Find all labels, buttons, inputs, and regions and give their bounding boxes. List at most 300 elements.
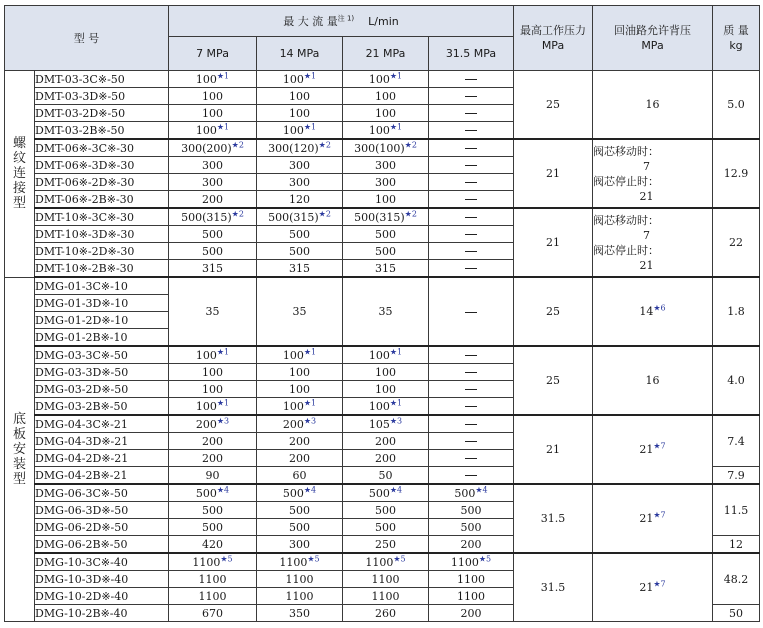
flow-cell [429,346,514,364]
flow-cell [343,502,429,519]
model-cell: DMT-06※-2D※-30 [35,174,169,191]
flow-cell [257,260,343,278]
flow-value: 35 [205,305,220,318]
flow-value: 500 [289,503,310,517]
dash-mark [465,199,477,200]
flow-value: 250 [375,537,396,551]
flow-cell [257,571,343,588]
model-cell: DMG-06-2D※-50 [35,519,169,536]
max-pressure-cell: 21 [514,208,593,277]
header-max-pressure-label: 最高工作压力 [520,24,586,37]
model-cell: DMG-06-3D※-50 [35,502,169,519]
footnote-star: ★4 [475,484,488,494]
table-row [5,208,760,226]
model-cell: DMG-03-2B※-50 [35,398,169,416]
flow-value: 200 [289,451,310,465]
dash-mark [465,148,477,149]
flow-cell [429,226,514,243]
flow-value: 60 [292,468,307,482]
dash-mark [465,217,477,218]
flow-value: 500 [202,227,223,241]
flow-value: 1100 [279,555,308,569]
header-pressure-31-5: 31.5 MPa [429,37,514,71]
mass-cell: 12 [713,536,760,554]
footnote-star: ★7 [653,510,666,520]
dash-mark [465,79,477,80]
back-pressure-cell [593,277,713,346]
flow-cell [429,536,514,554]
flow-value: 200 [460,606,482,620]
flow-value: 500(315) [268,210,319,224]
flow-cell [169,243,257,260]
back-pressure-stopped-label: 阀芯停止时： [593,174,659,188]
flow-cell [257,467,343,485]
flow-value: 1100 [450,555,479,569]
back-pressure-stopped-value: 21 [639,258,654,272]
footnote-star: ★2 [404,208,417,218]
flow-cell [429,450,514,467]
flow-cell [169,105,257,122]
model-cell: DMT-10※-3C※-30 [35,208,169,226]
flow-value: 200 [202,434,223,448]
flow-cell [257,226,343,243]
flow-value: 100 [375,106,396,120]
flow-value: 100 [375,382,396,396]
flow-value: 200 [202,451,223,465]
flow-cell [169,433,257,450]
flow-value: 300 [202,158,223,172]
flow-cell [429,381,514,398]
header-back-pressure-label: 回油路允许背压 [614,24,691,37]
flow-value: 500 [460,520,482,534]
back-pressure-cell [593,139,713,208]
flow-value: 100 [368,123,390,137]
category-char: 板 [12,426,26,442]
max-pressure-cell: 21 [514,415,593,484]
table-row [5,71,760,88]
flow-cell [257,346,343,364]
flow-cell [343,519,429,536]
flow-cell [169,208,257,226]
flow-cell [169,71,257,88]
flow-cell [169,398,257,416]
flow-value: 500 [282,486,304,500]
back-pressure-stopped-label: 阀芯停止时： [593,243,659,257]
flow-cell [257,277,343,346]
category-char: 接 [12,181,26,197]
flow-value: 500(315) [181,210,232,224]
model-cell: DMT-10※-2D※-30 [35,243,169,260]
flow-value: 500 [375,520,396,534]
flow-cell [257,519,343,536]
footnote-star: ★1 [303,121,317,131]
flow-cell [343,243,429,260]
flow-value: 350 [289,606,310,620]
header-max-pressure [514,6,593,71]
footnote-star: ★2 [318,139,331,149]
flow-cell [343,139,429,157]
flow-value: 35 [378,305,393,318]
flow-value: 200 [195,417,217,431]
flow-value: 100 [195,399,217,413]
flow-value: 300 [202,175,223,189]
flow-cell [169,122,257,140]
flow-cell [257,243,343,260]
flow-cell [169,519,257,536]
flow-value: 100 [289,106,310,120]
back-pressure-moving-label: 阀芯移动时： [593,144,659,158]
model-cell: DMG-06-3C※-50 [35,484,169,502]
flow-cell [429,208,514,226]
model-cell: DMT-06※-2B※-30 [35,191,169,209]
model-cell: DMG-04-2B※-21 [35,467,169,485]
flow-cell [343,433,429,450]
flow-cell [429,605,514,622]
flow-value: 500 [195,486,217,500]
model-cell: DMT-03-2D※-50 [35,105,169,122]
flow-value: 100 [289,89,310,103]
mass-cell: 7.9 [713,467,760,485]
flow-cell [169,571,257,588]
header-mass [713,6,760,71]
flow-value: 500 [454,486,476,500]
flow-cell [257,157,343,174]
flow-value: 100 [282,72,304,86]
back-pressure-stopped-value: 21 [639,189,654,203]
mass-cell: 1.8 [713,277,760,346]
footnote-star: ★5 [478,553,492,563]
flow-value: 100 [282,399,304,413]
flow-value: 100 [289,365,310,379]
model-cell: DMG-03-3C※-50 [35,346,169,364]
footnote-star: ★5 [393,553,406,563]
back-pressure-cell [593,484,713,553]
back-pressure-cell [593,553,713,622]
back-pressure-value: 21 [639,512,654,525]
header-model: 型 号 [5,6,169,71]
max-pressure-cell: 31.5 [514,484,593,553]
flow-cell [257,364,343,381]
flow-value: 500 [375,503,396,517]
model-cell: DMT-03-3C※-50 [35,71,169,88]
dash-mark [465,234,477,235]
dash-mark [465,441,477,442]
mass-cell: 7.4 [713,415,760,467]
model-cell: DMG-03-2D※-50 [35,381,169,398]
flow-cell [257,208,343,226]
footnote-star: ★2 [404,139,417,149]
flow-cell [257,122,343,140]
footnote-star: ★2 [231,208,244,218]
flow-value: 315 [289,261,310,275]
flow-cell [169,553,257,571]
category-label-threaded [5,71,35,278]
flow-value: 100 [375,89,396,103]
model-cell: DMG-04-3C※-21 [35,415,169,433]
flow-value: 260 [375,606,396,620]
flow-cell [169,157,257,174]
dash-mark [465,458,477,459]
model-cell: DMT-03-2B※-50 [35,122,169,140]
back-pressure-cell [593,415,713,484]
mass-cell: 12.9 [713,139,760,208]
footnote-star: ★3 [216,415,230,425]
mass-cell: 48.2 [713,553,760,605]
model-cell: DMG-01-3C※-10 [35,277,169,295]
footnote-star: ★1 [303,70,317,80]
footnote-star: ★4 [303,484,317,494]
flow-cell [257,588,343,605]
flow-cell [169,346,257,364]
back-pressure-moving-value: 7 [643,159,650,173]
flow-cell [343,122,429,140]
dash-mark [465,130,477,131]
model-cell: DMT-03-3D※-50 [35,88,169,105]
flow-cell [169,381,257,398]
model-cell: DMG-10-2B※-40 [35,605,169,622]
category-char: 连 [12,166,26,182]
max-pressure-cell: 25 [514,277,593,346]
flow-value: 500 [460,503,482,517]
flow-cell [429,364,514,381]
flow-value: 500 [289,520,310,534]
flow-cell [257,191,343,209]
flow-value: 500 [202,520,223,534]
flow-cell [343,157,429,174]
flow-value: 300 [289,158,310,172]
flow-value: 90 [205,468,220,482]
dash-mark [465,165,477,166]
flow-cell [429,88,514,105]
flow-cell [429,484,514,502]
category-char: 安 [12,441,26,457]
flow-value: 1100 [198,572,227,586]
flow-cell [343,381,429,398]
flow-cell [169,174,257,191]
footnote-star: ★1 [216,397,230,407]
table-row [5,346,760,364]
flow-value: 1100 [285,589,314,603]
flow-value: 100 [368,348,390,362]
flow-cell [429,398,514,416]
flow-cell [429,588,514,605]
flow-cell [343,277,429,346]
flow-cell [257,398,343,416]
flow-cell [257,433,343,450]
flow-value: 100 [195,72,217,86]
flow-value: 300 [289,175,310,189]
flow-value: 200 [460,537,482,551]
footnote-star: ★4 [216,484,230,494]
model-cell: DMG-01-2D※-10 [35,312,169,329]
flow-value: 100 [289,382,310,396]
footnote-star: ★4 [389,484,403,494]
dash-mark [465,372,477,373]
flow-cell [343,71,429,88]
flow-value: 420 [202,537,223,551]
flow-cell [429,71,514,88]
flow-value: 315 [375,261,396,275]
dash-mark [465,312,477,313]
flow-value: 100 [375,192,396,206]
flow-cell [169,536,257,554]
max-pressure-cell: 25 [514,71,593,140]
header-mass-label: 质 量 [723,24,749,37]
flow-value: 500 [202,244,223,258]
flow-cell [343,260,429,278]
flow-cell [343,346,429,364]
flow-cell [429,519,514,536]
flow-value: 100 [202,106,223,120]
spec-table-body [5,71,760,622]
flow-value: 100 [195,123,217,137]
flow-value: 300(200) [181,141,232,155]
flow-cell [257,71,343,88]
flow-value: 1100 [285,572,314,586]
model-cell: DMT-10※-2B※-30 [35,260,169,278]
model-cell: DMG-04-3D※-21 [35,433,169,450]
flow-value: 200 [202,192,223,206]
model-cell: DMG-01-3D※-10 [35,295,169,312]
flow-cell [257,88,343,105]
flow-value: 315 [202,261,223,275]
footnote-star: ★2 [231,139,244,149]
flow-value: 300 [375,158,396,172]
flow-value: 300 [375,175,396,189]
flow-cell [343,174,429,191]
flow-value: 200 [375,434,396,448]
flow-cell [169,484,257,502]
footnote-star: ★3 [389,415,403,425]
flow-cell [429,122,514,140]
flow-cell [343,105,429,122]
footnote-star: ★1 [389,70,403,80]
back-pressure-moving-value: 7 [643,228,650,242]
flow-cell [257,502,343,519]
model-cell: DMT-06※-3D※-30 [35,157,169,174]
footnote-star: ★1 [216,346,230,356]
flow-cell [169,277,257,346]
flow-value: 200 [289,434,310,448]
back-pressure-moving-label: 阀芯移动时： [593,213,659,227]
header-mass-unit: kg [729,39,743,52]
footnote-star: ★1 [389,346,403,356]
table-row [5,553,760,571]
flow-cell [169,502,257,519]
flow-cell [429,571,514,588]
flow-value: 100 [282,348,304,362]
flow-cell [343,415,429,433]
header-pressure-14: 14 MPa [257,37,343,71]
flow-cell [169,467,257,485]
flow-value: 105 [368,417,390,431]
category-char: 底 [12,411,26,427]
flow-value: 200 [282,417,304,431]
back-pressure-cell [593,346,713,415]
flow-cell [343,553,429,571]
flow-cell [169,139,257,157]
flow-cell [429,157,514,174]
flow-value: 500 [289,227,310,241]
header-pressure-7: 7 MPa [169,37,257,71]
table-row [5,139,760,157]
flow-value: 100 [368,399,390,413]
flow-value: 1100 [192,555,221,569]
footnote-star: ★1 [303,346,317,356]
flow-cell [429,139,514,157]
flow-cell [429,191,514,209]
flow-cell [169,605,257,622]
header-back-pressure-unit: MPa [641,39,664,52]
flow-cell [257,381,343,398]
model-cell: DMG-10-2D※-40 [35,588,169,605]
flow-cell [169,415,257,433]
flow-value: 1100 [371,589,400,603]
mass-cell: 22 [713,208,760,277]
flow-value: 1100 [457,589,485,603]
dash-mark [465,475,477,476]
flow-value: 100 [195,348,217,362]
header-pressure-21: 21 MPa [343,37,429,71]
flow-cell [169,88,257,105]
flow-cell [343,467,429,485]
flow-cell [257,484,343,502]
flow-cell [257,536,343,554]
category-char: 型 [12,196,26,212]
flow-cell [257,105,343,122]
flow-cell [169,226,257,243]
flow-cell [257,553,343,571]
max-pressure-cell: 25 [514,346,593,415]
flow-value: 1100 [371,572,400,586]
back-pressure-cell [593,71,713,140]
back-pressure-value: 14 [639,305,654,318]
model-cell: DMG-04-2D※-21 [35,450,169,467]
model-cell: DMG-06-2B※-50 [35,536,169,554]
footnote-star: ★7 [653,579,666,589]
footnote-star: ★1 [389,397,403,407]
flow-value: 300(100) [354,141,405,155]
header-max-flow-unit: L/min [368,14,399,28]
mass-cell: 5.0 [713,71,760,140]
footnote-star: ★5 [307,553,320,563]
category-char: 型 [12,471,26,487]
header-back-pressure [593,6,713,71]
flow-cell [257,605,343,622]
flow-value: 100 [202,365,223,379]
flow-cell [429,433,514,450]
flow-cell [169,450,257,467]
flow-cell [429,415,514,433]
flow-cell [343,450,429,467]
flow-value: 500 [368,486,390,500]
max-pressure-cell: 21 [514,139,593,208]
model-cell: DMT-10※-3D※-30 [35,226,169,243]
dash-mark [465,96,477,97]
model-cell: DMG-10-3C※-40 [35,553,169,571]
footnote-star: ★1 [389,121,403,131]
back-pressure-value: 16 [645,98,660,111]
flow-cell [169,191,257,209]
flow-cell [429,553,514,571]
model-cell: DMG-01-2B※-10 [35,329,169,347]
flow-cell [343,588,429,605]
flow-value: 500 [375,244,396,258]
model-cell: DMT-06※-3C※-30 [35,139,169,157]
footnote-star: ★6 [653,303,666,313]
flow-value: 500 [202,503,223,517]
flow-cell [429,105,514,122]
